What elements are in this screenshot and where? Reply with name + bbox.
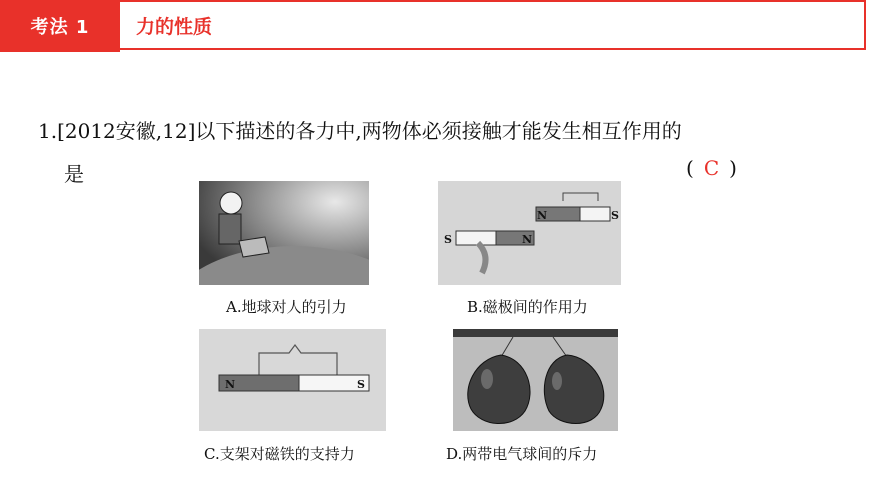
label-s-top: S <box>611 209 619 222</box>
figure-a-earth-person <box>199 181 369 285</box>
stand-frame <box>259 345 337 375</box>
figure-d-illustration <box>453 329 618 431</box>
option-d-caption: D.两带电气球间的斥力 <box>446 445 598 463</box>
section-tag: 考法 1 <box>0 0 120 52</box>
option-a-caption: A.地球对人的引力 <box>226 298 347 316</box>
label-n-top: N <box>537 209 548 222</box>
figure-b-magnets <box>438 181 621 285</box>
person-legs <box>239 237 269 257</box>
figure-c-illustration <box>199 329 386 431</box>
answer-letter: C <box>703 156 720 180</box>
magnet-bottom-light <box>456 231 496 245</box>
header <box>0 0 870 52</box>
option-c-caption: C.支架对磁铁的支持力 <box>204 445 355 463</box>
paren-open: ( <box>686 156 694 180</box>
question-text-line1: 1.[2012安徽,12]以下描述的各力中,两物体必须接触才能发生相互作用的 <box>38 119 682 143</box>
balloon-right <box>544 355 603 424</box>
magnet-top-light <box>580 207 610 221</box>
section-title-box <box>120 0 866 50</box>
label-n-bottom: N <box>522 233 533 246</box>
person-head <box>220 192 242 214</box>
answer-bracket <box>686 156 737 180</box>
support-bar <box>453 329 618 337</box>
label-s: S <box>357 378 365 391</box>
balloon-left <box>468 355 530 424</box>
section-title: 力的性质 <box>136 15 213 38</box>
paren-close: ) <box>729 156 737 180</box>
hand-shape <box>478 243 485 273</box>
figure-c-magnet-stand <box>199 329 386 431</box>
figure-b-illustration <box>438 181 621 285</box>
figure-a-illustration <box>199 181 369 285</box>
option-b-caption: B.磁极间的作用力 <box>467 298 588 316</box>
question-text-line2: 是 <box>64 162 84 186</box>
label-s-bottom: S <box>444 233 452 246</box>
label-n: N <box>225 378 236 391</box>
figure-d-balloons <box>453 329 618 431</box>
person-body <box>219 214 241 244</box>
